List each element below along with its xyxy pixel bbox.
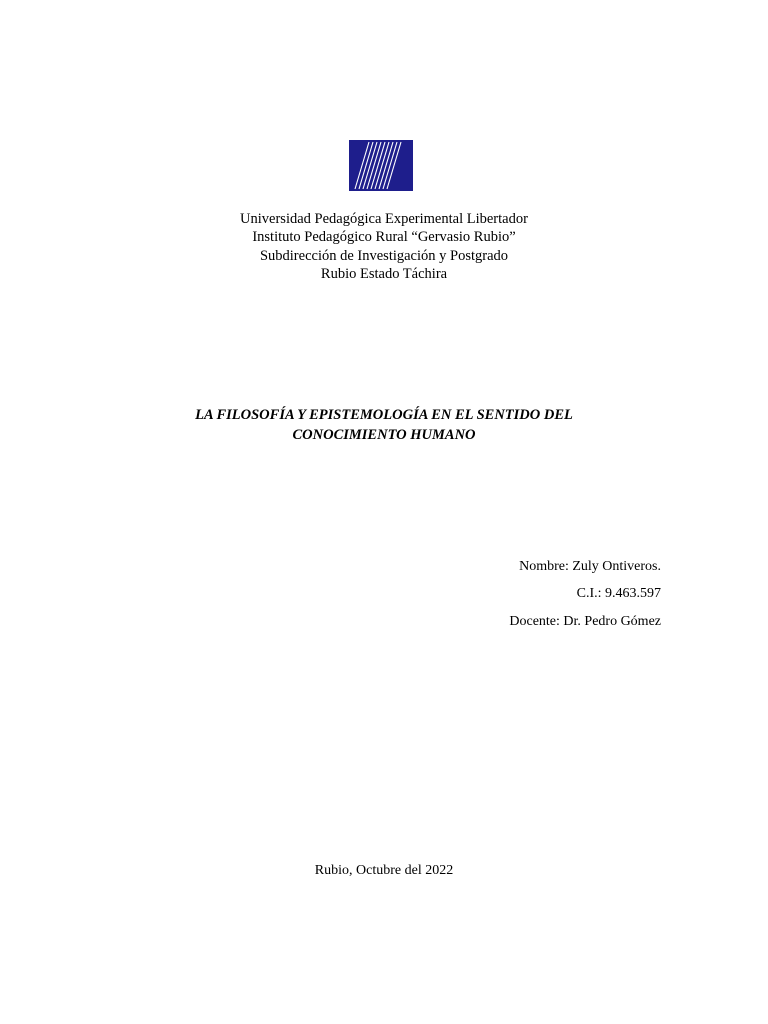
university-name: Universidad Pedagógica Experimental Libertador xyxy=(240,211,528,227)
author-name: Nombre: Zuly Ontiveros. xyxy=(519,559,661,574)
author-id-number: C.I.: 9.463.597 xyxy=(576,586,661,602)
institute-name: Instituto Pedagógico Rural “Gervasio Rubio” xyxy=(252,229,516,246)
upel-logo-icon xyxy=(349,140,413,191)
institution-header xyxy=(0,210,768,283)
place-date: Rubio, Octubre del 2022 xyxy=(314,863,454,878)
author-block xyxy=(509,558,661,640)
location-name: Rubio Estado Táchira xyxy=(320,265,448,282)
title-line-1: LA FILOSOFÍA Y EPISTEMOLOGÍA EN EL SENTIDO DEL xyxy=(195,407,573,423)
department-name: Subdirección de Investigación y Postgrado xyxy=(259,247,509,264)
teacher-name: Docente: Dr. Pedro Gómez xyxy=(509,613,661,629)
document-title xyxy=(0,406,768,445)
title-line-2: CONOCIMIENTO HUMANO xyxy=(292,426,476,443)
